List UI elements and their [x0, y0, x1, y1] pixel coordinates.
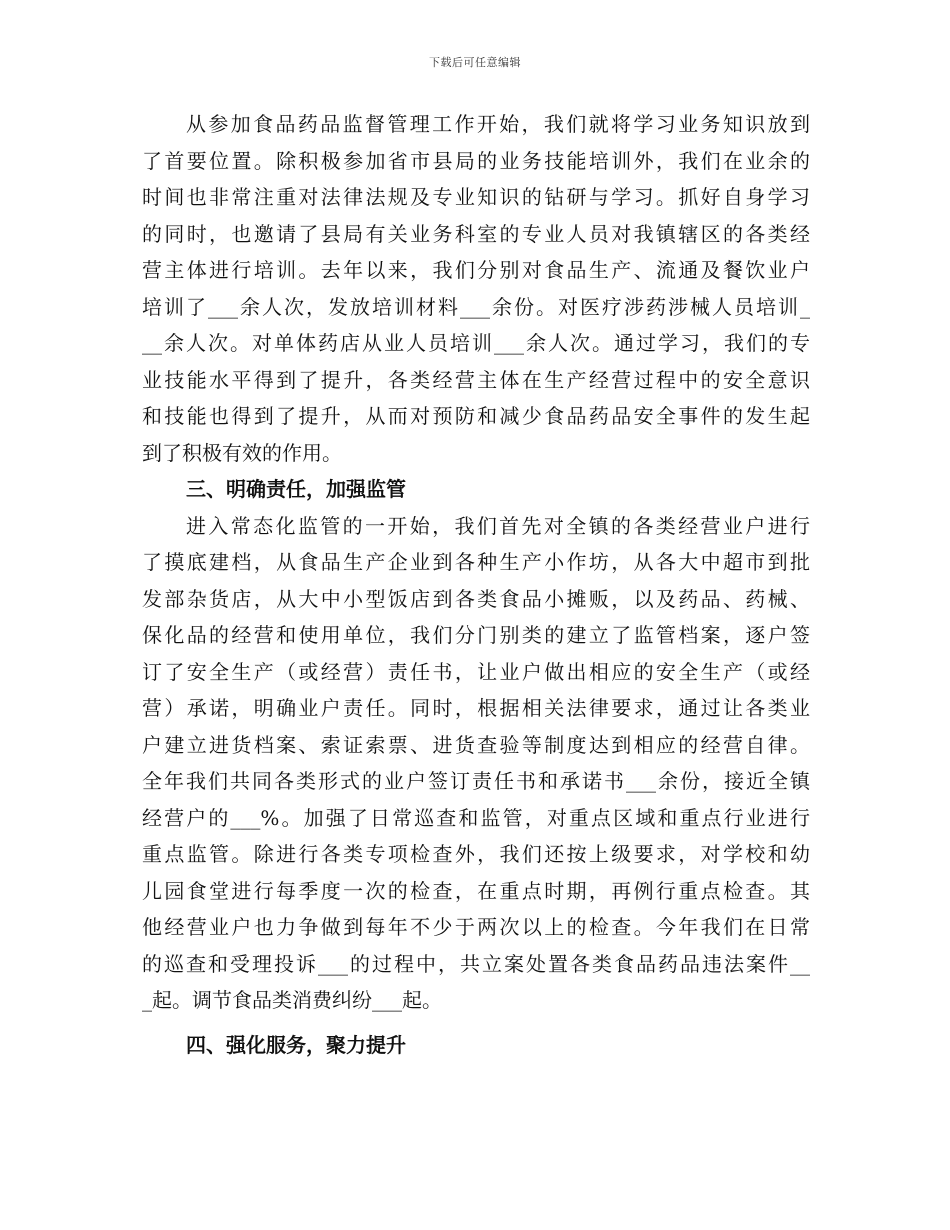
page-header: 下载后可任意编辑	[429, 56, 521, 69]
paragraph-line: 了摸底建档，从食品生产企业到各种生产小作坊，从各大中超市到批	[142, 550, 810, 574]
paragraph-line: __余人次。对单体药店从业人员培训___余人次。通过学习，我们的专	[142, 331, 810, 355]
paragraph-line: 儿园食堂进行每季度一次的检查，在重点时期，再例行重点检查。其	[142, 878, 810, 903]
paragraph-supervision	[142, 508, 810, 1019]
paragraph-line: 重点监管。除进行各类专项检查外，我们还按上级要求，对学校和幼	[142, 842, 810, 866]
paragraph-line: _起。调节食品类消费纠纷___起。	[142, 988, 442, 1012]
paragraph-line: 保化品的经营和使用单位，我们分门别类的建立了监管档案，逐户签	[142, 623, 810, 647]
paragraph-line: 他经营业户也力争做到每年不少于两次以上的检查。今年我们在日常	[142, 915, 810, 939]
paragraph-line: 订了安全生产（或经营）责任书，让业户做出相应的安全生产（或经	[142, 659, 810, 684]
section-heading-four: 四、强化服务，聚力提升	[186, 1032, 406, 1057]
paragraph-line: 了首要位置。除积极参加省市县局的业务技能培训外，我们在业余的	[142, 148, 810, 173]
paragraph-line: 营）承诺，明确业户责任。同时，根据相关法律要求，通过让各类业	[142, 696, 810, 720]
paragraph-study	[142, 106, 810, 471]
paragraph-line: 经营户的___%。加强了日常巡查和监管，对重点区域和重点行业进行	[142, 805, 810, 830]
paragraph-line: 时间也非常注重对法律法规及专业知识的钻研与学习。抓好自身学习	[142, 185, 810, 209]
paragraph-line: 营主体进行培训。去年以来，我们分别对食品生产、流通及餐饮业户	[142, 258, 810, 282]
paragraph-line: 的同时，也邀请了县局有关业务科室的专业人员对我镇辖区的各类经	[142, 221, 810, 246]
paragraph-line: 和技能也得到了提升，从而对预防和减少食品药品安全事件的发生起	[142, 404, 810, 428]
paragraph-line: 从参加食品药品监督管理工作开始，我们就将学习业务知识放到	[186, 112, 810, 136]
paragraph-line: 户建立进货档案、索证索票、进货查验等制度达到相应的经营自律。	[142, 732, 810, 757]
section-heading-three: 三、明确责任，加强监管	[186, 477, 406, 501]
paragraph-line: 全年我们共同各类形式的业户签订责任书和承诺书___余份，接近全镇	[142, 769, 810, 793]
paragraph-line: 发部杂货店，从大中小型饭店到各类食品小摊贩，以及药品、药械、	[142, 586, 810, 611]
paragraph-line: 的巡查和受理投诉___的过程中，共立案处置各类食品药品违法案件__	[142, 951, 810, 976]
paragraph-line: 到了积极有效的作用。	[142, 440, 342, 465]
paragraph-line: 业技能水平得到了提升，各类经营主体在生产经营过程中的安全意识	[142, 367, 810, 392]
paragraph-line: 培训了___余人次，发放培训材料___余份。对医疗涉药涉械人员培训_	[142, 294, 810, 319]
document-body	[142, 106, 810, 1063]
paragraph-line: 进入常态化监管的一开始，我们首先对全镇的各类经营业户进行	[186, 513, 810, 538]
